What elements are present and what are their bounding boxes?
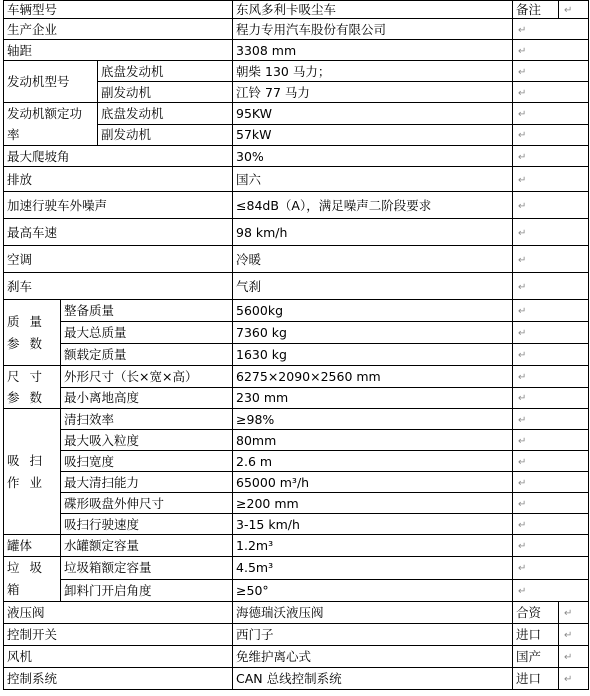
note-cell bbox=[513, 535, 589, 557]
paragraph-mark-icon: ↵ bbox=[518, 66, 527, 78]
spec-value-brake: 气刹 bbox=[233, 273, 513, 300]
spec-label-brake: 刹车 bbox=[4, 273, 233, 300]
paragraph-mark-icon: ↵ bbox=[518, 87, 527, 99]
paragraph-mark-icon: ↵ bbox=[564, 652, 573, 663]
spec-label-aux-engine-power: 副发动机 bbox=[98, 124, 233, 146]
spec-group-dimensions: 尺寸参数 bbox=[4, 366, 61, 409]
note-cell bbox=[513, 219, 589, 246]
spec-value-overall-dimensions: 6275×2090×2560 mm bbox=[233, 366, 513, 388]
paragraph-mark-icon: ↵ bbox=[518, 328, 527, 339]
paragraph-mark-icon: ↵ bbox=[518, 371, 527, 383]
spec-label-discharge-door-angle: 卸料门开启角度 bbox=[61, 579, 233, 602]
paragraph-mark-icon: ↵ bbox=[518, 435, 527, 447]
paragraph-mark-icon: ↵ bbox=[518, 45, 527, 57]
paragraph-mark-icon: ↵ bbox=[564, 674, 573, 685]
spec-value-control-switch: 西门子 bbox=[233, 624, 513, 646]
note-cell bbox=[513, 146, 589, 167]
spec-value-sweeping-width: 2.6 m bbox=[233, 451, 513, 472]
paragraph-mark-icon: ↵ bbox=[518, 456, 527, 468]
paragraph-mark-icon: ↵ bbox=[518, 585, 527, 597]
spec-value-chassis-engine: 朝柴 130 马力； bbox=[233, 61, 513, 82]
spec-note-hydraulic-valve: 合资 bbox=[513, 602, 559, 624]
paragraph-mark-icon: ↵ bbox=[518, 519, 527, 531]
paragraph-mark-icon: ↵ bbox=[518, 541, 527, 552]
note-cell bbox=[513, 103, 589, 125]
paragraph-mark-icon: ↵ bbox=[518, 200, 527, 212]
spec-label-max-suction-particle: 最大吸入粒度 bbox=[61, 430, 233, 451]
spec-value-ground-clearance: 230 mm bbox=[233, 387, 513, 409]
note-cell bbox=[513, 579, 589, 602]
paragraph-mark-icon: ↵ bbox=[518, 350, 527, 361]
spec-label-rated-load: 额载定质量 bbox=[61, 344, 233, 366]
spec-value-pass-by-noise: ≤84dB（A），满足噪声二阶段要求 bbox=[233, 192, 513, 219]
note-cell bbox=[513, 300, 589, 322]
spec-label-air-conditioning: 空调 bbox=[4, 246, 233, 273]
spec-value-aux-engine-power: 57kW bbox=[233, 124, 513, 146]
spec-label-pass-by-noise: 加速行驶车外噪声 bbox=[4, 192, 233, 219]
spec-table bbox=[3, 0, 589, 690]
paragraph-mark-icon: ↵ bbox=[518, 414, 527, 426]
note-cell bbox=[513, 40, 589, 61]
spec-value-garbage-bin-capacity: 4.5m³ bbox=[233, 557, 513, 580]
spec-value-max-speed: 98 km/h bbox=[233, 219, 513, 246]
paragraph-mark-icon: ↵ bbox=[518, 227, 527, 239]
spec-value-discharge-door-angle: ≥50° bbox=[233, 579, 513, 602]
paragraph-mark-icon: ↵ bbox=[564, 5, 573, 16]
note-cell bbox=[513, 322, 589, 344]
spec-note-control-system: 进口 bbox=[513, 668, 559, 690]
spec-label-manufacturer: 生产企业 bbox=[4, 19, 233, 40]
spec-value-vehicle-model: 东风多利卡吸尘车 bbox=[233, 1, 513, 19]
spec-label-garbage-bin-capacity: 垃圾箱额定容量 bbox=[61, 557, 233, 580]
note-cell bbox=[513, 366, 589, 388]
spec-value-water-tank-capacity: 1.2m³ bbox=[233, 535, 513, 557]
spec-label-max-gradeability: 最大爬坡角 bbox=[4, 146, 233, 167]
note-cell bbox=[559, 1, 589, 19]
note-cell bbox=[559, 668, 589, 690]
spec-value-emission: 国六 bbox=[233, 167, 513, 192]
paragraph-mark-icon: ↵ bbox=[518, 477, 527, 489]
note-cell bbox=[513, 124, 589, 146]
spec-value-disc-extension: ≥200 mm bbox=[233, 493, 513, 514]
note-cell bbox=[513, 387, 589, 409]
spec-value-fan: 免维护离心式 bbox=[233, 646, 513, 668]
note-cell bbox=[513, 167, 589, 192]
paragraph-mark-icon: ↵ bbox=[518, 151, 527, 163]
spec-value-chassis-engine-power: 95KW bbox=[233, 103, 513, 125]
spec-label-wheelbase: 轴距 bbox=[4, 40, 233, 61]
spec-value-sweeping-efficiency: ≥98% bbox=[233, 409, 513, 430]
paragraph-mark-icon: ↵ bbox=[564, 630, 573, 641]
note-cell bbox=[513, 557, 589, 580]
spec-label-max-speed: 最高车速 bbox=[4, 219, 233, 246]
spec-value-manufacturer: 程力专用汽车股份有限公司 bbox=[233, 19, 513, 40]
note-cell bbox=[513, 61, 589, 82]
note-cell bbox=[513, 451, 589, 472]
paragraph-mark-icon: ↵ bbox=[518, 306, 527, 317]
paragraph-mark-icon: ↵ bbox=[518, 108, 527, 120]
spec-group-mass: 质量参数 bbox=[4, 300, 61, 366]
paragraph-mark-icon: ↵ bbox=[518, 393, 527, 405]
note-cell bbox=[513, 82, 589, 103]
note-cell bbox=[513, 409, 589, 430]
note-cell bbox=[513, 472, 589, 493]
spec-value-sweeping-speed: 3-15 km/h bbox=[233, 514, 513, 535]
spec-value-control-system: CAN 总线控制系统 bbox=[233, 668, 513, 690]
paragraph-mark-icon: ↵ bbox=[518, 498, 527, 510]
note-cell bbox=[513, 344, 589, 366]
note-cell bbox=[513, 493, 589, 514]
note-cell bbox=[559, 602, 589, 624]
spec-label-disc-extension: 碟形吸盘外伸尺寸 bbox=[61, 493, 233, 514]
spec-label-sweeping-width: 吸扫宽度 bbox=[61, 451, 233, 472]
note-cell bbox=[513, 430, 589, 451]
spec-label-gross-weight: 最大总质量 bbox=[61, 322, 233, 344]
note-cell bbox=[559, 624, 589, 646]
paragraph-mark-icon: ↵ bbox=[518, 130, 527, 142]
spec-value-rated-load: 1630 kg bbox=[233, 344, 513, 366]
spec-value-aux-engine: 江铃 77 马力 bbox=[233, 82, 513, 103]
note-cell bbox=[513, 273, 589, 300]
spec-group-engine-model: 发动机型号 bbox=[4, 61, 98, 103]
spec-label-overall-dimensions: 外形尺寸（长×宽×高） bbox=[61, 366, 233, 388]
spec-label-chassis-engine: 底盘发动机 bbox=[98, 61, 233, 82]
spec-note-control-switch: 进口 bbox=[513, 624, 559, 646]
spec-label-vehicle-model: 车辆型号 bbox=[4, 1, 233, 19]
spec-label-hydraulic-valve: 液压阀 bbox=[4, 602, 233, 624]
spec-label-water-tank-capacity: 水罐额定容量 bbox=[61, 535, 233, 557]
spec-label-control-switch: 控制开关 bbox=[4, 624, 233, 646]
spec-value-max-suction-particle: 80mm bbox=[233, 430, 513, 451]
spec-group-sweeping: 吸扫作业 bbox=[4, 409, 61, 535]
spec-value-air-conditioning: 冷暖 bbox=[233, 246, 513, 273]
spec-label-chassis-engine-power: 底盘发动机 bbox=[98, 103, 233, 125]
spec-group-engine-power: 发动机额定功率 bbox=[4, 103, 98, 146]
spec-label-sweeping-speed: 吸扫行驶速度 bbox=[61, 514, 233, 535]
spec-group-garbage-bin: 垃圾箱 bbox=[4, 557, 61, 602]
spec-value-curb-weight: 5600kg bbox=[233, 300, 513, 322]
spec-label-fan: 风机 bbox=[4, 646, 233, 668]
spec-value-hydraulic-valve: 海德瑞沃液压阀 bbox=[233, 602, 513, 624]
spec-group-tank: 罐体 bbox=[4, 535, 61, 557]
spec-label-control-system: 控制系统 bbox=[4, 668, 233, 690]
paragraph-mark-icon: ↵ bbox=[518, 281, 527, 293]
spec-value-gross-weight: 7360 kg bbox=[233, 322, 513, 344]
paragraph-mark-icon: ↵ bbox=[518, 24, 527, 36]
paragraph-mark-icon: ↵ bbox=[518, 254, 527, 266]
spec-label-ground-clearance: 最小离地高度 bbox=[61, 387, 233, 409]
note-cell bbox=[559, 646, 589, 668]
spec-label-max-cleaning-capacity: 最大清扫能力 bbox=[61, 472, 233, 493]
spec-note-fan: 国产 bbox=[513, 646, 559, 668]
spec-value-wheelbase: 3308 mm bbox=[233, 40, 513, 61]
spec-label-emission: 排放 bbox=[4, 167, 233, 192]
note-cell bbox=[513, 246, 589, 273]
note-cell bbox=[513, 19, 589, 40]
spec-label-curb-weight: 整备质量 bbox=[61, 300, 233, 322]
spec-value-max-gradeability: 30% bbox=[233, 146, 513, 167]
note-cell bbox=[513, 192, 589, 219]
spec-label-sweeping-efficiency: 清扫效率 bbox=[61, 409, 233, 430]
paragraph-mark-icon: ↵ bbox=[564, 608, 573, 619]
paragraph-mark-icon: ↵ bbox=[518, 174, 527, 186]
notes-column-header: 备注 bbox=[513, 1, 559, 19]
spec-value-max-cleaning-capacity: 65000 m³/h bbox=[233, 472, 513, 493]
spec-label-aux-engine: 副发动机 bbox=[98, 82, 233, 103]
paragraph-mark-icon: ↵ bbox=[518, 563, 527, 575]
note-cell bbox=[513, 514, 589, 535]
